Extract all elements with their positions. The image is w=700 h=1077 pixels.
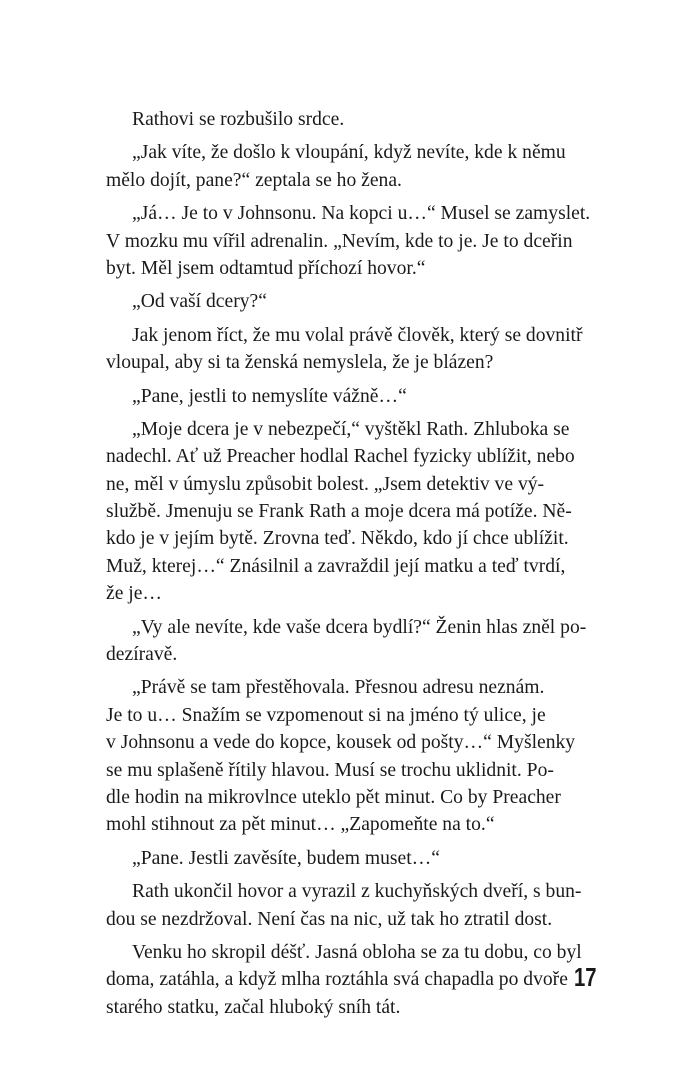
text-line: dezíravě. bbox=[106, 644, 178, 666]
text-line: „Od vaší dcery?“ bbox=[132, 291, 267, 313]
text-line: byt. Měl jsem odtamtud příchozí hovor.“ bbox=[106, 257, 426, 279]
text-line: „Jak víte, že došlo k vloupání, když nevíte, kde k němu bbox=[132, 142, 566, 164]
text-line: Venku ho skropil déšť. Jasná obloha se za tu dobu, co byl bbox=[132, 941, 582, 963]
text-line: mělo dojít, pane?“ zeptala se ho žena. bbox=[106, 169, 402, 191]
text-line: dle hodin na mikrovlnce uteklo pět minut. Co by Preacher bbox=[106, 786, 561, 808]
text-line: „Já… Je to v Johnsonu. Na kopci u…“ Musel se zamyslet. bbox=[132, 203, 591, 225]
text-line: doma, zatáhla, a když mlha roztáhla svá chapadla po dvoře bbox=[106, 969, 568, 991]
text-line: že je… bbox=[106, 583, 163, 605]
text-line: „Právě se tam přestěhovala. Přesnou adresu neznám. bbox=[132, 677, 545, 699]
text-line: Jak jenom říct, že mu volal právě člověk, který se dovnitř bbox=[132, 324, 583, 346]
text-line: starého statku, začal hluboký sníh tát. bbox=[106, 996, 401, 1018]
text-line: Muž, kterej…“ Znásilnil a zavraždil její matku a teď tvrdí, bbox=[106, 555, 566, 577]
text-line: „Pane, jestli to nemyslíte vážně…“ bbox=[132, 385, 407, 407]
text-line: v Johnsonu a vede do kopce, kousek od pošty…“ Myšlenky bbox=[106, 732, 576, 754]
text-line: V mozku mu vířil adrenalin. „Nevím, kde to je. Je to dceřin bbox=[106, 230, 573, 252]
text-line: „Vy ale nevíte, kde vaše dcera bydlí?“ Ženin hlas zněl po- bbox=[132, 616, 587, 638]
text-line: službě. Jmenuju se Frank Rath a moje dcera má potíže. Ně- bbox=[106, 501, 572, 523]
text-line: nadechl. Ať už Preacher hodlal Rachel fyzicky ublížit, nebo bbox=[106, 446, 575, 468]
text-line: ne, měl v úmyslu způsobit bolest. „Jsem detektiv ve vý- bbox=[106, 473, 545, 495]
page-number: 17 bbox=[574, 962, 597, 992]
text-line: se mu splašeně řítily hlavou. Musí se trochu uklidnit. Po- bbox=[106, 759, 554, 781]
page-body-text bbox=[106, 106, 600, 1018]
text-line: vloupal, aby si ta ženská nemyslela, že je blázen? bbox=[106, 352, 494, 374]
text-line: „Pane. Jestli zavěsíte, budem muset…“ bbox=[132, 847, 440, 869]
text-line: mohl stihnout za pět minut… „Zapomeňte na to.“ bbox=[106, 814, 495, 836]
text-line: Rathovi se rozbušilo srdce. bbox=[132, 109, 345, 130]
text-line: „Moje dcera je v nebezpečí,“ vyštěkl Rath. Zhluboka se bbox=[132, 418, 570, 440]
text-line: dou se nezdržoval. Není čas na nic, už tak ho ztratil dost. bbox=[106, 908, 553, 930]
text-line: kdo je v jejím bytě. Zrovna teď. Někdo, kdo jí chce ublížit. bbox=[106, 528, 569, 550]
text-line: Rath ukončil hovor a vyrazil z kuchyňských dveří, s bun- bbox=[132, 881, 582, 903]
text-line: Je to u… Snažím se vzpomenout si na jméno tý ulice, je bbox=[106, 704, 546, 726]
